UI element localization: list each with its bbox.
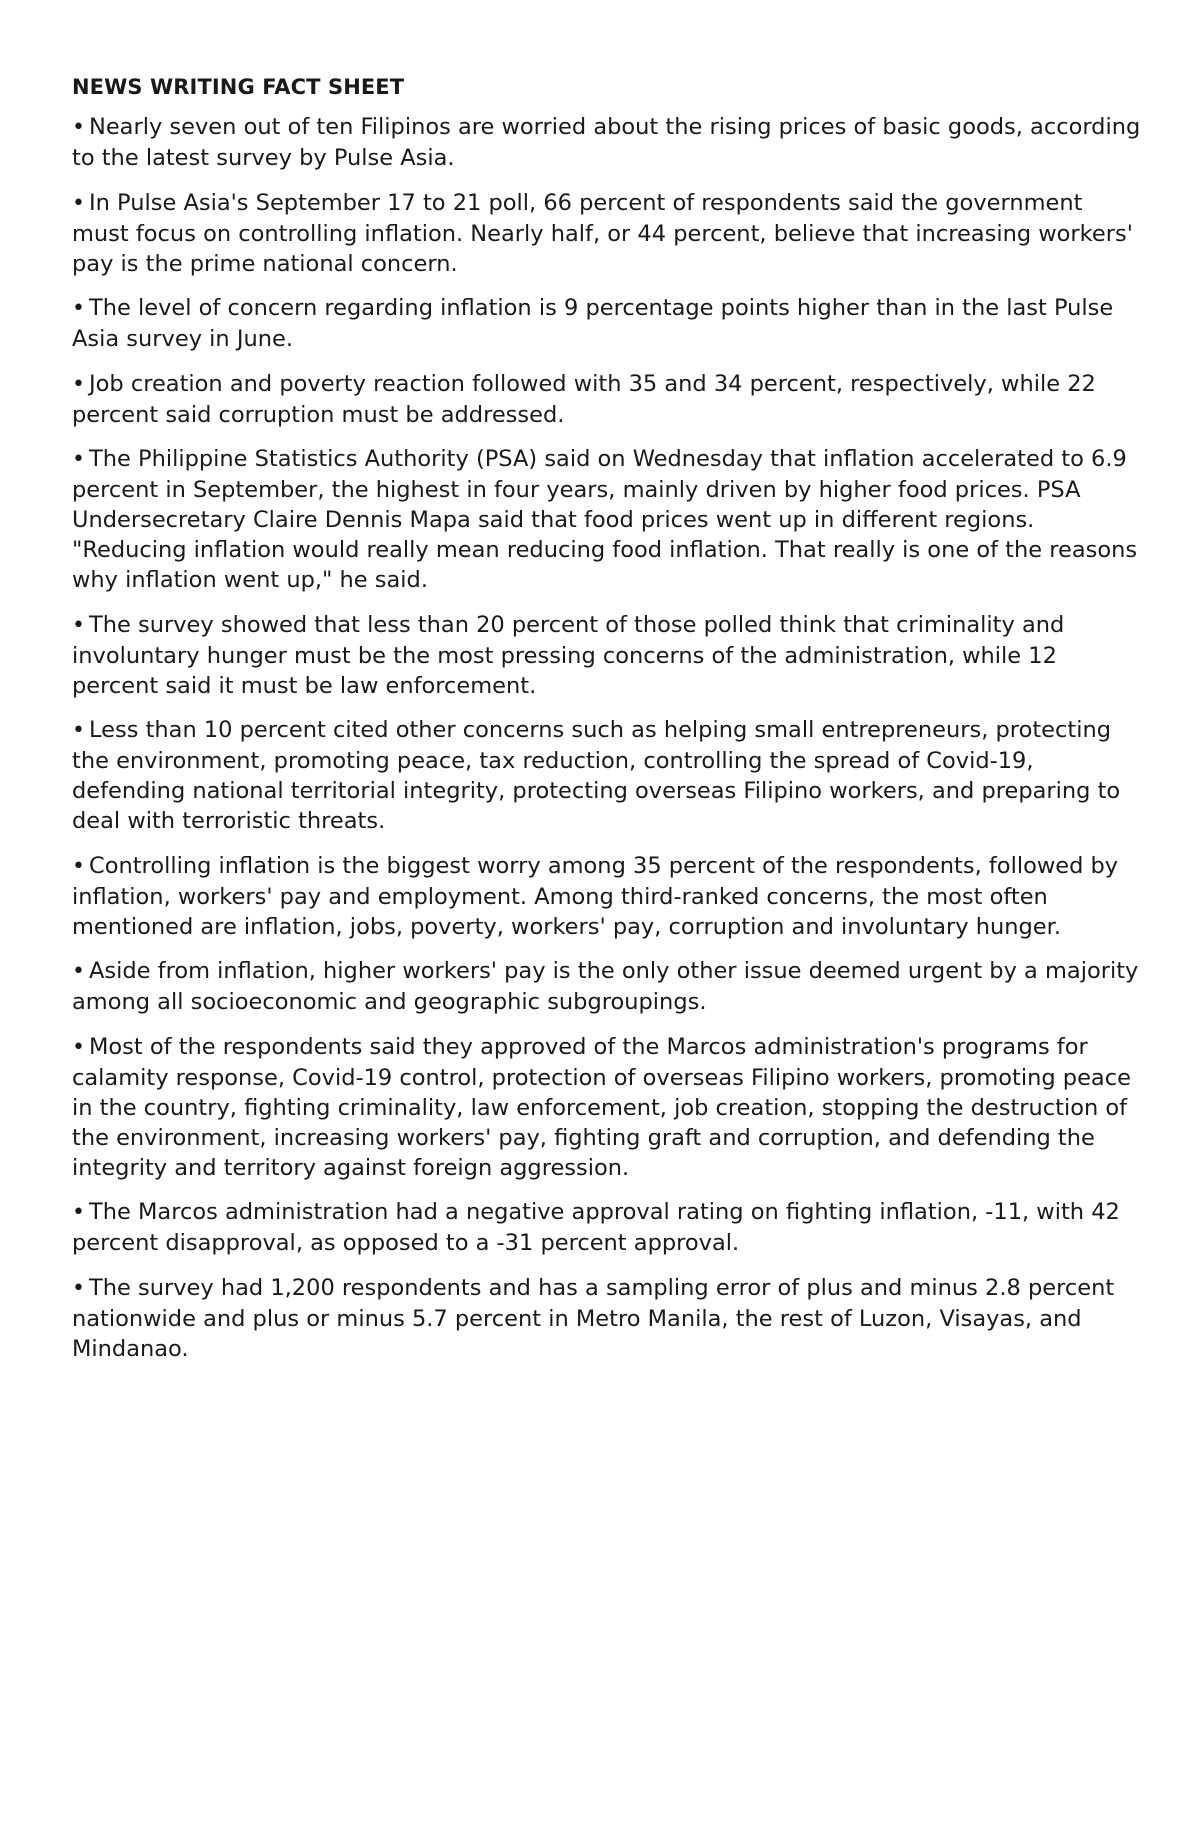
fact-text: Job creation and poverty reaction followed with 35 and 34 percent, respectively, while 22 percent said corruption must be addressed. — [72, 370, 1096, 428]
fact-item — [72, 610, 1142, 701]
fact-item — [72, 1032, 1142, 1183]
fact-text: In Pulse Asia's September 17 to 21 poll, 66 percent of respondents said the government must focus on controlling inflation. Nearly half, or 44 percent, believe that increasing workers' pay is the prime national concern. — [72, 189, 1133, 277]
fact-list — [72, 112, 1142, 1364]
bullet-icon: • — [72, 959, 85, 984]
fact-item — [72, 112, 1142, 173]
bullet-icon: • — [72, 115, 85, 140]
fact-item — [72, 1273, 1142, 1364]
fact-item — [72, 188, 1142, 279]
fact-item — [72, 369, 1142, 430]
document-title: NEWS WRITING FACT SHEET — [72, 75, 405, 99]
fact-text: The level of concern regarding inflation is 9 percentage points higher than in the last Pulse Asia survey in June. — [72, 295, 1114, 352]
bullet-icon: • — [72, 447, 85, 472]
fact-item — [72, 956, 1142, 1017]
bullet-icon: • — [72, 1275, 85, 1301]
fact-text: The survey had 1,200 respondents and has a sampling error of plus and minus 2.8 percent nationwide and plus or minus 5.7 percent in Metro Manila, the rest of Luzon, Visayas, and Mindanao. — [72, 1274, 1115, 1362]
fact-item — [72, 715, 1142, 836]
fact-item — [72, 851, 1142, 942]
bullet-icon: • — [72, 1200, 85, 1225]
fact-text: Less than 10 percent cited other concerns such as helping small entrepreneurs, protecting the environment, promoting peace, tax reduction, controlling the spread of Covid-19, defending national territorial integrity, protecting overseas Filipino workers, and preparing to deal with terroristic threats. — [72, 717, 1121, 834]
fact-item — [72, 444, 1142, 595]
bullet-icon: • — [72, 296, 85, 321]
fact-sheet-page — [72, 72, 1142, 1378]
fact-item — [72, 1197, 1142, 1258]
bullet-icon: • — [72, 612, 85, 638]
fact-text: Aside from inflation, higher workers' pay is the only other issue deemed urgent by a majority among all socioeconomic and geographic subgroupings. — [72, 958, 1139, 1015]
bullet-icon: • — [72, 190, 85, 216]
bullet-icon: • — [72, 1034, 85, 1060]
bullet-icon: • — [72, 853, 85, 879]
fact-text: Most of the respondents said they approved of the Marcos administration's programs for calamity response, Covid-19 control, protection of overseas Filipino workers, promoting peace in the country, fighting criminality, law enforcement, job creation, stopping the destruction of the environment, increasing workers' pay, fighting graft and corruption, and defending the integrity and territory against foreign aggression. — [72, 1033, 1131, 1181]
fact-text: Nearly seven out of ten Filipinos are worried about the rising prices of basic goods, according to the latest survey by Pulse Asia. — [72, 114, 1141, 171]
fact-text: The Philippine Statistics Authority (PSA) said on Wednesday that inflation accelerated to 6.9 percent in September, the highest in four years, mainly driven by higher food prices. PSA Undersecretary Claire Dennis Mapa said that food prices went up in different regions. "Reducing inflation would really mean reducing food inflation. That really is one of the reasons why inflation went up," he said. — [72, 446, 1138, 593]
fact-item — [72, 293, 1142, 354]
fact-text: The survey showed that less than 20 percent of those polled think that criminality and involuntary hunger must be the most pressing concerns of the administration, while 12 percent said it must be law enforcement. — [72, 611, 1065, 699]
bullet-icon: • — [72, 371, 85, 397]
bullet-icon: • — [72, 718, 85, 743]
fact-text: Controlling inflation is the biggest worry among 35 percent of the respondents, followed by inflation, workers' pay and employment. Among third-ranked concerns, the most often mentioned are inflation, jobs, poverty, workers' pay, corruption and involuntary hunger. — [72, 852, 1119, 940]
fact-text: The Marcos administration had a negative approval rating on fighting inflation, -11, with 42 percent disapproval, as opposed to a -31 percent approval. — [72, 1199, 1120, 1256]
